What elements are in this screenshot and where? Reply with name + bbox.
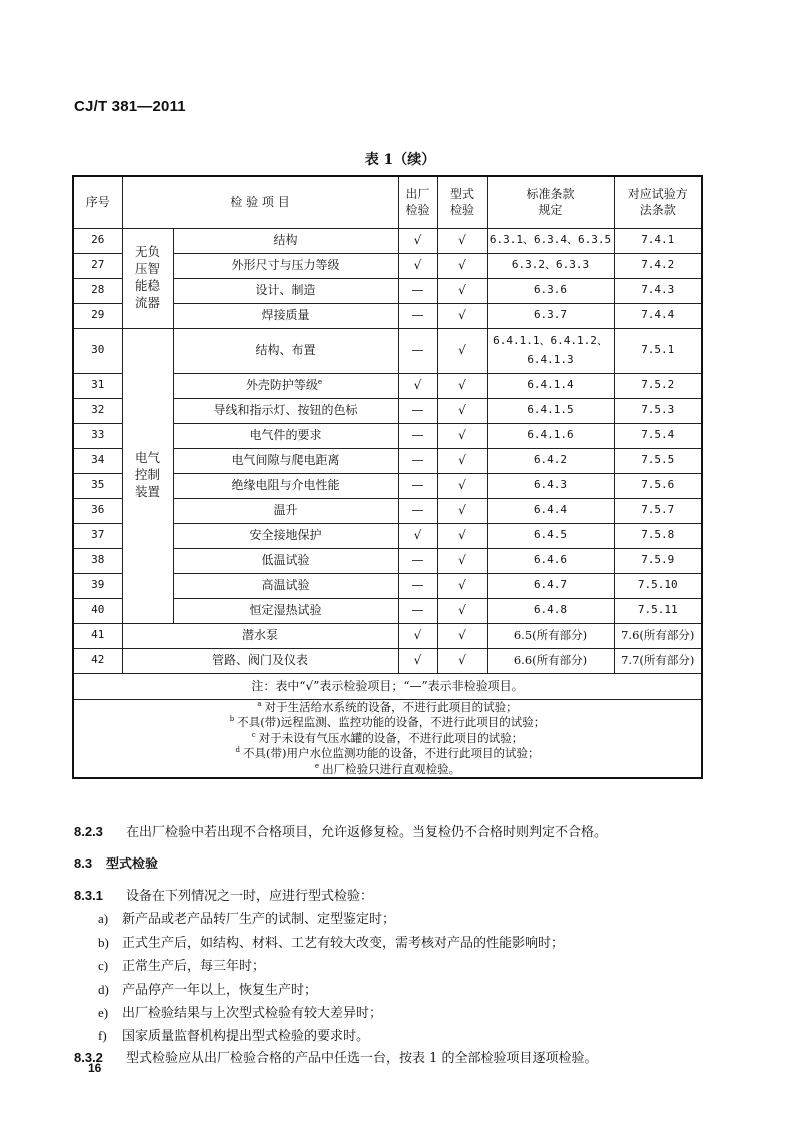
table-row: 30 电气 控制 装置 结构、布置 — √ 6.4.1.1、6.4.1.2、 6.4.1.3 7.5.1 — [73, 328, 702, 373]
list-item-c: c) 正常生产后，每三年时； — [98, 958, 266, 974]
footnote-a: $^a$ 对于生活给水系统的设备，不进行此项目的试验； — [257, 699, 518, 714]
table-footnotes — [73, 699, 702, 778]
clause-8-3-1: 8.3.1 设备在下列情况之一时，应进行型式检验： — [74, 888, 374, 904]
table-title: 表 1（续） — [364, 152, 436, 168]
table-row: 26 无负 压智 能稳 流器 结构 √ √ 6.3.1、6.3.4、6.3.5 7.4.1 — [73, 228, 702, 253]
list-item-b: b) 正式生产后，如结构、材料、工艺有较大改变，需考核对产品的性能影响时； — [98, 935, 565, 951]
list-item-a: a) 新产品或老产品转厂生产的试制、定型鉴定时； — [98, 911, 396, 927]
table-row: 31 外壳防护等级$^e$ √ √ 6.4.1.4 7.5.2 — [73, 373, 702, 398]
section-8-3-heading: 8.3 型式检验 — [74, 856, 159, 872]
col-header-factory: 出厂 检验 — [398, 176, 437, 228]
table-row: 41 潜水泵 √ √ 6.5(所有部分) 7.6(所有部分) — [73, 623, 702, 648]
table-row: 37 安全接地保护 √ √ 6.4.5 7.5.8 — [73, 523, 702, 548]
document-code: CJ/T 381—2011 — [74, 98, 186, 115]
col-header-type: 型式 检验 — [437, 176, 487, 228]
clause-8-2-3: 8.2.3 在出厂检验中若出现不合格项目，允许返修复检。当复检仍不合格时则判定不合格。 — [74, 824, 608, 840]
table-row: 39 高温试验 — √ 6.4.7 7.5.10 — [73, 573, 702, 598]
table-row: 35 绝缘电阻与介电性能 — √ 6.4.3 7.5.6 — [73, 473, 702, 498]
col-header-seq: 序号 — [73, 176, 122, 228]
table-row: 32 导线和指示灯、按钮的色标 — √ 6.4.1.5 7.5.3 — [73, 398, 702, 423]
group-label-stabilizer: 无负 压智 能稳 流器 — [122, 228, 173, 328]
table-row: 27 外形尺寸与压力等级 √ √ 6.3.2、6.3.3 7.4.2 — [73, 253, 702, 278]
group-label-electrical: 电气 控制 装置 — [122, 328, 173, 623]
footnote-b: $^b$ 不具(带)远程监测、监控功能的设备，不进行此项目的试验； — [229, 715, 546, 730]
table-header-row — [73, 176, 702, 228]
col-header-method: 对应试验方 法条款 — [614, 176, 702, 228]
clause-8-3-2: 8.3.2 型式检验应从出厂检验合格的产品中任选一台，按表 1 的全部检验项目逐项检验。 — [74, 1050, 598, 1066]
table-footnotes-row — [73, 699, 702, 778]
table-row: 33 电气件的要求 — √ 6.4.1.6 7.5.4 — [73, 423, 702, 448]
table-note: 注：表中“√”表示检验项目；“—”表示非检验项目。 — [73, 673, 702, 699]
col-header-item: 检 验 项 目 — [122, 176, 398, 228]
inspection-table — [72, 175, 703, 779]
table-row: 38 低温试验 — √ 6.4.6 7.5.9 — [73, 548, 702, 573]
col-header-standard: 标准条款 规定 — [487, 176, 614, 228]
table-row: 28 设计、制造 — √ 6.3.6 7.4.3 — [73, 278, 702, 303]
list-item-f: f) 国家质量监督机构提出型式检验的要求时。 — [98, 1028, 370, 1044]
list-item-e: e) 出厂检验结果与上次型式检验有较大差异时； — [98, 1005, 383, 1021]
table-note-row — [73, 673, 702, 699]
table-row: 34 电气间隙与爬电距离 — √ 6.4.2 7.5.5 — [73, 448, 702, 473]
table-row: 40 恒定湿热试验 — √ 6.4.8 7.5.11 — [73, 598, 702, 623]
table-row: 29 焊接质量 — √ 6.3.7 7.4.4 — [73, 303, 702, 328]
table-row: 42 管路、阀门及仪表 √ √ 6.6(所有部分) 7.7(所有部分) — [73, 648, 702, 673]
table-row: 36 温升 — √ 6.4.4 7.5.7 — [73, 498, 702, 523]
footnote-c: $^c$ 对于未设有气压水罐的设备，不进行此项目的试验； — [251, 730, 524, 745]
footnote-d: $^d$ 不具(带)用户水位监测功能的设备，不进行此项目的试验； — [235, 746, 540, 761]
list-item-d: d) 产品停产一年以上，恢复生产时； — [98, 982, 318, 998]
footnote-e: $^e$ 出厂检验只进行直观检验。 — [314, 761, 461, 776]
page-number: 16 — [88, 1061, 102, 1075]
